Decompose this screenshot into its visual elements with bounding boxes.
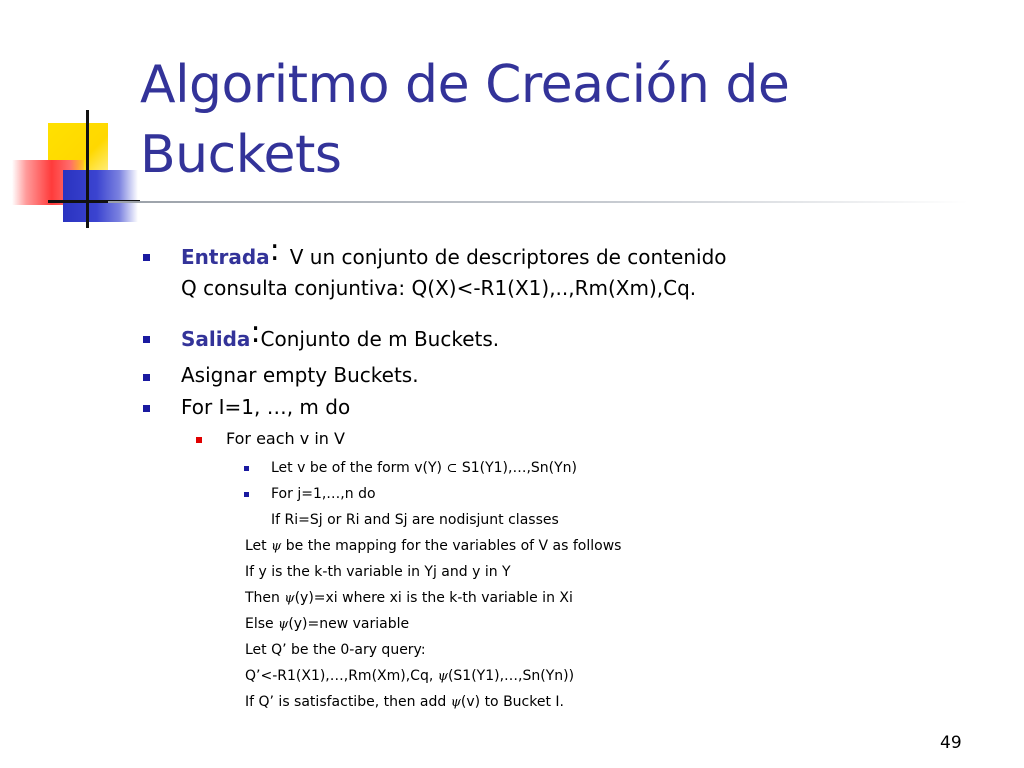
bullet-for-loop: For I=1, …, m do [181,395,351,419]
bullet-salida [181,315,500,353]
code-line-4-post: (y)=new variable [288,616,410,632]
red-square-bullet-icon [196,437,202,443]
entrada-continuation: Q consulta conjuntiva: Q(X)<-R1(X1),..,Rm(Xm),Cq. [181,276,697,300]
code-line-then [245,588,573,609]
code-line-7-pre: If Q’ is satisfactibe, then add [245,694,447,710]
subset-symbol: ⊂ [446,461,458,476]
title-line-2: Buckets [140,125,342,185]
code-line-add-bucket [245,692,564,713]
code-line-query [245,666,574,687]
salida-text: Conjunto de m Buckets. [260,327,500,351]
code-line-6-pre: Q’<-R1(X1),…,Rm(Xm),Cq, [245,668,434,684]
code-line-7-post: (v) to Bucket I. [460,694,564,710]
title-line-1: Algoritmo de Creación de [140,55,790,115]
small-square-bullet-icon [244,466,249,471]
bullet-asignar: Asignar empty Buckets. [181,363,419,387]
psi-symbol: ψ [450,695,461,710]
code-line-1-pre: Let [245,538,267,554]
psi-symbol: ψ [437,669,448,684]
level3-item-form [271,458,577,479]
small-square-bullet-icon [244,492,249,497]
level3-item-for-j-cont: If Ri=Sj or Ri and Sj are nodisjunt classes [271,512,559,528]
code-line-3-pre: Then [245,590,280,606]
psi-symbol: ψ [278,617,289,632]
title-divider [108,201,968,203]
entrada-label: Entrada [181,245,270,269]
square-bullet-icon [143,254,150,261]
code-line-mapping [245,536,621,557]
code-line-6-post: (S1(Y1),…,Sn(Yn)) [447,668,575,684]
entrada-colon: : [269,233,280,268]
code-line-4-pre: Else [245,616,274,632]
salida-label: Salida [181,327,251,351]
vertical-line [86,110,89,228]
page-number: 49 [940,733,962,753]
bullet-entrada [181,233,727,271]
psi-symbol: ψ [284,591,295,606]
blue-square [63,170,138,222]
code-line-let-q: Let Q’ be the 0-ary query: [245,642,426,658]
psi-symbol: ψ [271,539,282,554]
slide-title [140,50,1000,190]
sub-bullet-for-each: For each v in V [226,429,345,448]
code-line-else [245,614,409,635]
square-bullet-icon [143,405,150,412]
square-bullet-icon [143,374,150,381]
entrada-text: V un conjunto de descriptores de contenido [289,245,727,269]
salida-colon: : [250,315,261,350]
form-post: S1(Y1),…,Sn(Yn) [461,460,578,476]
square-bullet-icon [143,336,150,343]
code-line-1-post: be the mapping for the variables of V as follows [285,538,622,554]
form-pre: Let v be of the form v(Y) [271,460,443,476]
level3-item-for-j: For j=1,…,n do [271,486,376,502]
code-line-if: If y is the k-th variable in Yj and y in Y [245,564,511,580]
code-line-3-post: (y)=xi where xi is the k-th variable in Xi [294,590,573,606]
